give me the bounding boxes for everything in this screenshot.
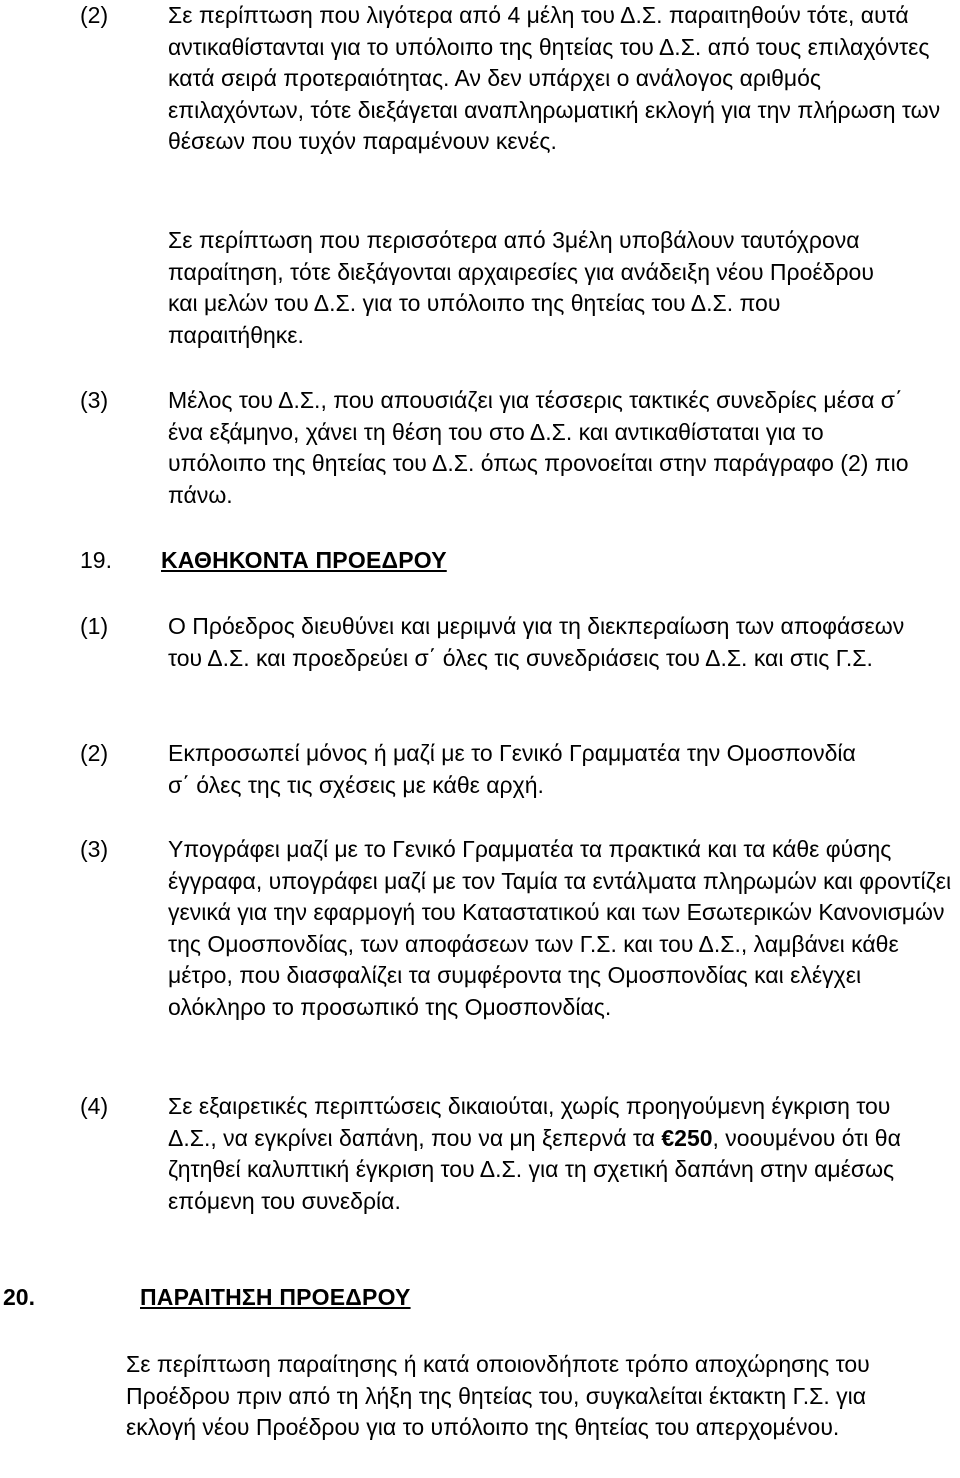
paragraph-number: (3)	[80, 387, 109, 413]
amount-value: €250	[661, 1124, 713, 1151]
item-number: (3)	[80, 836, 109, 862]
paragraph-text: Μέλος του Δ.Σ., που απουσιάζει για τέσσερις τακτικές συνεδρίες μέσα σ΄ ένα εξάμηνο, χάνει τη θέση του στο Δ.Σ. και αντικαθίσταται για το υπόλοιπο της θητείας του Δ.Σ. όπως προνοείται στην παράγραφο (2) πιο πάνω.	[168, 387, 909, 508]
item-number: (4)	[80, 1093, 109, 1119]
section-number: 19.	[80, 547, 112, 573]
item-number: (1)	[80, 613, 109, 639]
item-text-after: , νοουμένου ότι θα ζητηθεί καλυπτική έγκριση του Δ.Σ. για τη σχετική δαπάνη στην αμέσως επόμενη του συνεδρία.	[168, 1124, 901, 1214]
section-title: ΚΑΘΗΚΟΝΤΑ ΠΡΟΕΔΡΟΥ	[161, 547, 447, 573]
paragraph-text: Σε περίπτωση που περισσότερα από 3μέλη υποβάλουν ταυτόχρονα παραίτηση, τότε διεξάγονται αρχαιρεσίες για ανάδειξη νέου Προέδρου και μελών του Δ.Σ. για το υπόλοιπο της θητείας του Δ.Σ. που παραιτήθηκε.	[168, 227, 874, 348]
section-number: 20.	[3, 1284, 35, 1310]
paragraph-number: (2)	[80, 2, 109, 28]
item-text-before: Σε εξαιρετικές περιπτώσεις δικαιούται, χωρίς προηγούμενη έγκριση του Δ.Σ., να εγκρίνει δαπάνη, που να μη ξεπερνά τα	[168, 1093, 891, 1151]
paragraph-text: Σε περίπτωση παραίτησης ή κατά οποιονδήποτε τρόπο αποχώρησης του Προέδρου πριν από τη λήξη της θητείας του, συγκαλείται έκτακτη Γ.Σ. για εκλογή νέου Προέδρου για το υπόλοιπο της θητείας του απερχομένου.	[126, 1351, 870, 1440]
item-text: Ο Πρόεδρος διευθύνει και μεριμνά για τη διεκπεραίωση των αποφάσεων του Δ.Σ. και προεδρεύει σ΄ όλες τις συνεδριάσεις του Δ.Σ. και στις Γ.Σ.	[168, 613, 905, 671]
paragraph-text: Σε περίπτωση που λιγότερα από 4 μέλη του Δ.Σ. παραιτηθούν τότε, αυτά αντικαθίστανται για το υπόλοιπο της θητείας του Δ.Σ. από τους επιλαχόντες κατά σειρά προτεραιότητας. Αν δεν υπάρχει ο ανάλογος αριθμός επιλαχόντων, τότε διεξάγεται αναπληρωματική εκλογή για την πλήρωση των θέσεων που τυχόν παραμένουν κενές.	[168, 2, 941, 154]
item-number: (2)	[80, 740, 109, 766]
item-text	[168, 1091, 928, 1217]
section-title: ΠΑΡΑΙΤΗΣΗ ΠΡΟΕΔΡΟΥ	[140, 1284, 411, 1310]
item-text: Εκπροσωπεί μόνος ή μαζί με το Γενικό Γραμματέα την Ομοσπονδία σ΄ όλες της τις σχέσεις με κάθε αρχή.	[168, 740, 856, 798]
item-text: Υπογράφει μαζί με το Γενικό Γραμματέα τα πρακτικά και τα κάθε φύσης έγγραφα, υπογράφει μαζί με τον Ταμία τα εντάλματα πληρωμών και φροντίζει γενικά για την εφαρμογή του Καταστατικού και των Εσωτερικών Κανονισμών της Ομοσπονδίας, των αποφάσεων των Γ.Σ. και του Δ.Σ., λαμβάνει κάθε μέτρο, που διασφαλίζει τα συμφέροντα της Ομοσπονδίας και ελέγχει ολόκληρο το προσωπικό της Ομοσπονδίας.	[168, 836, 952, 1020]
